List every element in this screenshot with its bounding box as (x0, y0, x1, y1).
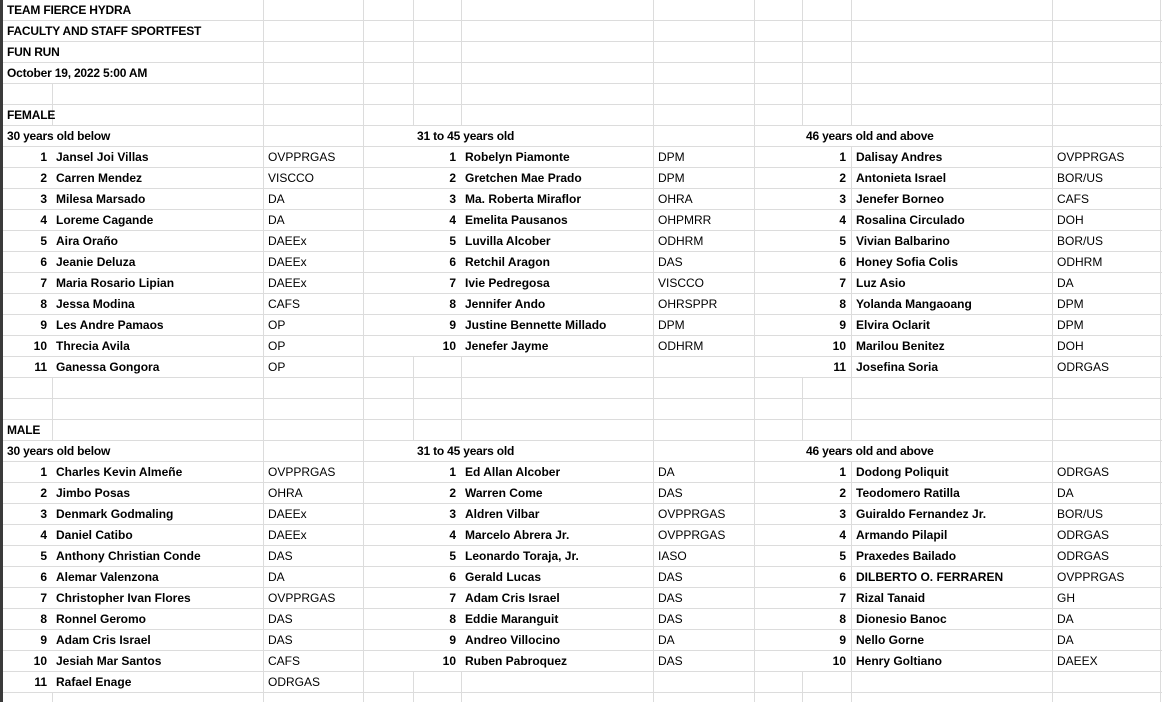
age-bracket-title[interactable]: 30 years old below (3, 126, 263, 146)
participant-name[interactable]: Aldren Vilbar (461, 504, 653, 524)
office-code[interactable]: DPM (654, 315, 754, 335)
age-bracket-title[interactable]: 30 years old below (3, 441, 263, 461)
entry-number[interactable]: 4 (802, 525, 850, 545)
participant-name[interactable]: Antonieta Israel (852, 168, 1052, 188)
participant-name[interactable]: Threcia Avila (52, 336, 263, 356)
participant-name[interactable]: Jansel Joi Villas (52, 147, 263, 167)
participant-name[interactable]: Armando Pilapil (852, 525, 1052, 545)
participant-name[interactable]: Adam Cris Israel (52, 630, 263, 650)
office-code[interactable]: OVPPRGAS (1053, 567, 1160, 587)
office-code[interactable]: DAS (264, 630, 363, 650)
row-gridline (3, 104, 1162, 105)
participant-name[interactable]: Josefina Soria (852, 357, 1052, 377)
office-code[interactable]: DAS (654, 483, 754, 503)
entry-number[interactable]: 7 (413, 588, 460, 608)
entry-number[interactable]: 1 (3, 147, 51, 167)
entry-number[interactable]: 9 (413, 315, 460, 335)
office-code[interactable]: DA (264, 189, 363, 209)
office-code[interactable]: ODRGAS (1053, 525, 1160, 545)
entry-number[interactable]: 8 (3, 609, 51, 629)
entry-number[interactable]: 10 (3, 651, 51, 671)
office-code[interactable]: CAFS (1053, 189, 1160, 209)
age-bracket-title[interactable]: 31 to 45 years old (413, 441, 653, 461)
entry-number[interactable]: 10 (802, 651, 850, 671)
participant-name[interactable]: Alemar Valenzona (52, 567, 263, 587)
entry-number[interactable]: 11 (802, 357, 850, 377)
entry-number[interactable]: 10 (413, 336, 460, 356)
participant-name[interactable]: Loreme Cagande (52, 210, 263, 230)
group-label-male[interactable]: MALE (3, 420, 51, 440)
participant-name[interactable]: Ronnel Geromo (52, 609, 263, 629)
office-code[interactable]: OP (264, 336, 363, 356)
title-team[interactable]: TEAM FIERCE HYDRA (3, 0, 261, 20)
participant-name[interactable]: Vivian Balbarino (852, 231, 1052, 251)
entry-number[interactable]: 4 (413, 525, 460, 545)
entry-number[interactable]: 9 (802, 315, 850, 335)
row-gridline (3, 83, 1162, 84)
participant-name[interactable]: DILBERTO O. FERRAREN (852, 567, 1052, 587)
office-code[interactable]: DOH (1053, 210, 1160, 230)
entry-number[interactable]: 3 (413, 504, 460, 524)
participant-name[interactable]: Christopher Ivan Flores (52, 588, 263, 608)
participant-name[interactable]: Maria Rosario Lipian (52, 273, 263, 293)
office-code[interactable]: DA (1053, 273, 1160, 293)
entry-number[interactable]: 1 (802, 147, 850, 167)
entry-number[interactable]: 8 (413, 609, 460, 629)
office-code[interactable]: DAS (654, 609, 754, 629)
entry-number[interactable]: 7 (3, 588, 51, 608)
office-code[interactable]: DOH (1053, 336, 1160, 356)
office-code[interactable]: DAS (264, 546, 363, 566)
participant-name[interactable]: Jenefer Borneo (852, 189, 1052, 209)
entry-number[interactable]: 7 (802, 273, 850, 293)
entry-number[interactable]: 6 (802, 567, 850, 587)
entry-number[interactable]: 3 (413, 189, 460, 209)
age-bracket-title[interactable]: 46 years old and above (802, 441, 1051, 461)
office-code[interactable]: OHPMRR (654, 210, 754, 230)
participant-name[interactable]: Guiraldo Fernandez Jr. (852, 504, 1052, 524)
participant-name[interactable]: Leonardo Toraja, Jr. (461, 546, 653, 566)
participant-name[interactable]: Ruben Pabroquez (461, 651, 653, 671)
office-code[interactable]: BOR/US (1053, 504, 1160, 524)
entry-number[interactable]: 9 (413, 630, 460, 650)
entry-number[interactable]: 4 (802, 210, 850, 230)
participant-name[interactable]: Rosalina Circulado (852, 210, 1052, 230)
entry-number[interactable]: 4 (3, 210, 51, 230)
office-code[interactable]: BOR/US (1053, 168, 1160, 188)
office-code[interactable]: DAS (654, 252, 754, 272)
participant-name[interactable]: Jesiah Mar Santos (52, 651, 263, 671)
participant-name[interactable]: Emelita Pausanos (461, 210, 653, 230)
office-code[interactable]: ODHRM (654, 231, 754, 251)
participant-name[interactable]: Jessa Modina (52, 294, 263, 314)
office-code[interactable]: OVPPRGAS (264, 462, 363, 482)
office-code[interactable]: OVPPRGAS (1053, 147, 1160, 167)
entry-number[interactable]: 5 (3, 546, 51, 566)
office-code[interactable]: DA (1053, 483, 1160, 503)
entry-number[interactable]: 1 (3, 462, 51, 482)
participant-name[interactable]: Jenefer Jayme (461, 336, 653, 356)
office-code[interactable]: DPM (1053, 315, 1160, 335)
entry-number[interactable]: 7 (3, 273, 51, 293)
participant-name[interactable]: Ed Allan Alcober (461, 462, 653, 482)
participant-name[interactable]: Aira Oraño (52, 231, 263, 251)
participant-name[interactable]: Marcelo Abrera Jr. (461, 525, 653, 545)
participant-name[interactable]: Gerald Lucas (461, 567, 653, 587)
office-code[interactable]: DAEEx (264, 273, 363, 293)
office-code[interactable]: DA (1053, 609, 1160, 629)
participant-name[interactable]: Luz Asio (852, 273, 1052, 293)
office-code[interactable]: ODHRM (654, 336, 754, 356)
column-gridline (754, 0, 755, 702)
office-code[interactable]: DAS (654, 651, 754, 671)
participant-name[interactable]: Elvira Oclarit (852, 315, 1052, 335)
entry-number[interactable]: 7 (802, 588, 850, 608)
participant-name[interactable]: Ivie Pedregosa (461, 273, 653, 293)
office-code[interactable]: OVPPRGAS (264, 147, 363, 167)
entry-number[interactable]: 8 (802, 294, 850, 314)
participant-name[interactable]: Yolanda Mangaoang (852, 294, 1052, 314)
office-code[interactable]: DA (264, 210, 363, 230)
participant-name[interactable]: Jeanie Deluza (52, 252, 263, 272)
participant-name[interactable]: Andreo Villocino (461, 630, 653, 650)
age-bracket-title[interactable]: 31 to 45 years old (413, 126, 653, 146)
entry-number[interactable]: 1 (413, 462, 460, 482)
entry-number[interactable]: 5 (3, 231, 51, 251)
participant-name[interactable]: Adam Cris Israel (461, 588, 653, 608)
row-gridline (3, 398, 1162, 399)
office-code[interactable]: DPM (654, 147, 754, 167)
office-code[interactable]: ODRGAS (1053, 357, 1160, 377)
office-code[interactable]: DAEEx (264, 504, 363, 524)
office-code[interactable]: DAS (654, 588, 754, 608)
entry-number[interactable]: 4 (413, 210, 460, 230)
group-label-female[interactable]: FEMALE (3, 105, 51, 125)
participant-name[interactable]: Dalisay Andres (852, 147, 1052, 167)
participant-name[interactable]: Jennifer Ando (461, 294, 653, 314)
entry-number[interactable]: 6 (413, 567, 460, 587)
office-code[interactable]: GH (1053, 588, 1160, 608)
participant-name[interactable]: Dionesio Banoc (852, 609, 1052, 629)
entry-number[interactable]: 10 (3, 336, 51, 356)
entry-number[interactable]: 3 (802, 189, 850, 209)
office-code[interactable]: VISCCO (264, 168, 363, 188)
participant-name[interactable]: Luvilla Alcober (461, 231, 653, 251)
participant-name[interactable]: Eddie Maranguit (461, 609, 653, 629)
office-code[interactable]: CAFS (264, 294, 363, 314)
office-code[interactable]: DAS (264, 609, 363, 629)
office-code[interactable]: DAEEx (264, 231, 363, 251)
entry-number[interactable]: 4 (3, 525, 51, 545)
office-code[interactable]: OVPPRGAS (654, 504, 754, 524)
age-bracket-title[interactable]: 46 years old and above (802, 126, 1051, 146)
entry-number[interactable]: 1 (413, 147, 460, 167)
participant-name[interactable]: Ma. Roberta Miraflor (461, 189, 653, 209)
participant-name[interactable]: Honey Sofia Colis (852, 252, 1052, 272)
entry-number[interactable]: 3 (3, 504, 51, 524)
office-code[interactable]: ODRGAS (264, 672, 363, 692)
office-code[interactable]: BOR/US (1053, 231, 1160, 251)
office-code[interactable]: ODRGAS (1053, 546, 1160, 566)
entry-number[interactable]: 2 (3, 168, 51, 188)
office-code[interactable]: OP (264, 357, 363, 377)
entry-number[interactable]: 9 (3, 630, 51, 650)
office-code[interactable]: DPM (654, 168, 754, 188)
participant-name[interactable]: Marilou Benitez (852, 336, 1052, 356)
participant-name[interactable]: Rafael Enage (52, 672, 263, 692)
office-code[interactable]: DAEEx (264, 525, 363, 545)
entry-number[interactable]: 5 (802, 546, 850, 566)
office-code[interactable]: DA (654, 630, 754, 650)
entry-number[interactable]: 9 (802, 630, 850, 650)
entry-number[interactable]: 10 (802, 336, 850, 356)
entry-number[interactable]: 9 (3, 315, 51, 335)
office-code[interactable]: DAEEx (264, 252, 363, 272)
office-code[interactable]: DAS (654, 567, 754, 587)
participant-name[interactable]: Les Andre Pamaos (52, 315, 263, 335)
participant-name[interactable]: Ganessa Gongora (52, 357, 263, 377)
office-code[interactable]: OHRSPPR (654, 294, 754, 314)
entry-number[interactable]: 3 (802, 504, 850, 524)
participant-name[interactable]: Gretchen Mae Prado (461, 168, 653, 188)
office-code[interactable]: OHRA (264, 483, 363, 503)
column-gridline (363, 0, 364, 702)
participant-name[interactable]: Rizal Tanaid (852, 588, 1052, 608)
participant-name[interactable]: Denmark Godmaling (52, 504, 263, 524)
title-schedule[interactable]: October 19, 2022 5:00 AM (3, 63, 261, 83)
office-code[interactable]: OP (264, 315, 363, 335)
entry-number[interactable]: 5 (413, 231, 460, 251)
participant-name[interactable]: Dodong Poliquit (852, 462, 1052, 482)
office-code[interactable]: ODHRM (1053, 252, 1160, 272)
participant-name[interactable]: Teodomero Ratilla (852, 483, 1052, 503)
title-event[interactable]: FACULTY AND STAFF SPORTFEST (3, 21, 261, 41)
entry-number[interactable]: 2 (413, 483, 460, 503)
participant-name[interactable]: Retchil Aragon (461, 252, 653, 272)
entry-number[interactable]: 1 (802, 462, 850, 482)
entry-number[interactable]: 8 (3, 294, 51, 314)
row-gridline (3, 692, 1162, 693)
office-code[interactable]: DAEEX (1053, 651, 1160, 671)
entry-number[interactable]: 6 (413, 252, 460, 272)
entry-number[interactable]: 8 (413, 294, 460, 314)
participant-name[interactable]: Milesa Marsado (52, 189, 263, 209)
office-code[interactable]: DPM (1053, 294, 1160, 314)
office-code[interactable]: OVPPRGAS (264, 588, 363, 608)
office-code[interactable]: DA (264, 567, 363, 587)
participant-name[interactable]: Charles Kevin Almeñe (52, 462, 263, 482)
participant-name[interactable]: Daniel Catibo (52, 525, 263, 545)
office-code[interactable]: CAFS (264, 651, 363, 671)
office-code[interactable]: IASO (654, 546, 754, 566)
participant-name[interactable]: Henry Goltiano (852, 651, 1052, 671)
participant-name[interactable]: Robelyn Piamonte (461, 147, 653, 167)
participant-name[interactable]: Nello Gorne (852, 630, 1052, 650)
participant-name[interactable]: Jimbo Posas (52, 483, 263, 503)
entry-number[interactable]: 5 (802, 231, 850, 251)
office-code[interactable]: OVPPRGAS (654, 525, 754, 545)
entry-number[interactable]: 5 (413, 546, 460, 566)
participant-name[interactable]: Anthony Christian Conde (52, 546, 263, 566)
entry-number[interactable]: 6 (802, 252, 850, 272)
entry-number[interactable]: 7 (413, 273, 460, 293)
participant-name[interactable]: Carren Mendez (52, 168, 263, 188)
row-gridline (3, 377, 1162, 378)
title-activity[interactable]: FUN RUN (3, 42, 261, 62)
office-code[interactable]: DA (1053, 630, 1160, 650)
entry-number[interactable]: 6 (3, 567, 51, 587)
entry-number[interactable]: 2 (802, 483, 850, 503)
office-code[interactable]: OHRA (654, 189, 754, 209)
entry-number[interactable]: 2 (413, 168, 460, 188)
participant-name[interactable]: Justine Bennette Millado (461, 315, 653, 335)
entry-number[interactable]: 6 (3, 252, 51, 272)
column-gridline (1160, 0, 1161, 702)
office-code[interactable]: DA (654, 462, 754, 482)
entry-number[interactable]: 11 (3, 357, 51, 377)
participant-name[interactable]: Warren Come (461, 483, 653, 503)
entry-number[interactable]: 2 (3, 483, 51, 503)
row-gridline (3, 419, 1162, 420)
entry-number[interactable]: 2 (802, 168, 850, 188)
entry-number[interactable]: 8 (802, 609, 850, 629)
entry-number[interactable]: 10 (413, 651, 460, 671)
entry-number[interactable]: 11 (3, 672, 51, 692)
office-code[interactable]: VISCCO (654, 273, 754, 293)
entry-number[interactable]: 3 (3, 189, 51, 209)
participant-name[interactable]: Praxedes Bailado (852, 546, 1052, 566)
office-code[interactable]: ODRGAS (1053, 462, 1160, 482)
